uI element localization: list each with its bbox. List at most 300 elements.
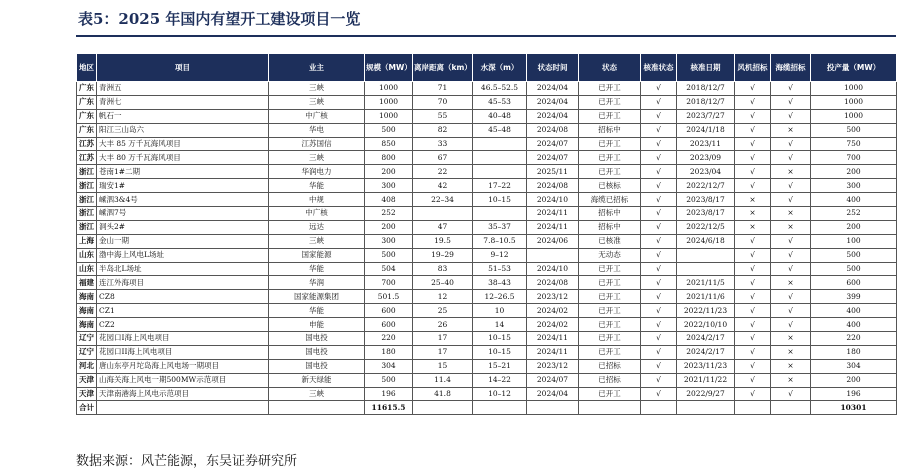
cell-project: CZ8 xyxy=(97,290,269,304)
cell-distance: 33 xyxy=(413,137,473,151)
table-row xyxy=(77,165,897,179)
total-scale: 11615.5 xyxy=(365,401,413,415)
cell-scale: 300 xyxy=(365,234,413,248)
cell-project: 山海关海上风电一期500MW示范项目 xyxy=(97,373,269,387)
cell-cable-tender: √ xyxy=(771,262,811,276)
cell-cable-tender: × xyxy=(771,332,811,346)
cell-distance: 15 xyxy=(413,359,473,373)
cell-approval-status: √ xyxy=(641,262,677,276)
cell-depth: 45–48 xyxy=(473,123,527,137)
cell-scale: 850 xyxy=(365,137,413,151)
cell-cable-tender: √ xyxy=(771,179,811,193)
cell-approval-status: √ xyxy=(641,137,677,151)
cell-project: 阳江三山岛六 xyxy=(97,123,269,137)
cell-status: 已开工 xyxy=(579,387,641,401)
cell-owner: 华电 xyxy=(269,123,365,137)
cell-approval-status: √ xyxy=(641,207,677,221)
cell-cable-tender: × xyxy=(771,276,811,290)
cell-output: 399 xyxy=(811,290,897,304)
cell-status-time: 2023/12 xyxy=(527,290,579,304)
table-row xyxy=(77,304,897,318)
cell-status: 已开工 xyxy=(579,290,641,304)
cell-turbine-tender: × xyxy=(735,207,771,221)
table-row xyxy=(77,387,897,401)
cell-project: 洞头2# xyxy=(97,220,269,234)
cell-cable-tender: × xyxy=(771,123,811,137)
cell-output: 750 xyxy=(811,137,897,151)
cell-depth: 10–15 xyxy=(473,193,527,207)
cell-output: 200 xyxy=(811,373,897,387)
cell-output: 500 xyxy=(811,248,897,262)
cell-region: 福建 xyxy=(77,276,97,290)
cell-status: 已开工 xyxy=(579,318,641,332)
cell-distance: 82 xyxy=(413,123,473,137)
cell-approval-status: √ xyxy=(641,290,677,304)
cell-approval-date: 2022/9/27 xyxy=(677,387,735,401)
cell-depth: 45–53 xyxy=(473,95,527,109)
cell-approval-status: √ xyxy=(641,109,677,123)
cell-region: 辽宁 xyxy=(77,345,97,359)
cell-approval-status: √ xyxy=(641,318,677,332)
table-row xyxy=(77,248,897,262)
cell-approval-date: 2021/11/6 xyxy=(677,290,735,304)
header-approval-status: 核准状态 xyxy=(641,54,677,82)
cell-approval-status: √ xyxy=(641,332,677,346)
cell-status-time: 2024/07 xyxy=(527,151,579,165)
table-row xyxy=(77,318,897,332)
cell-project: 嵊泗3&4号 xyxy=(97,193,269,207)
table-row xyxy=(77,345,897,359)
cell-distance: 26 xyxy=(413,318,473,332)
cell-approval-date: 2024/1/18 xyxy=(677,123,735,137)
cell-status: 已招标 xyxy=(579,373,641,387)
cell-depth: 12–26.5 xyxy=(473,290,527,304)
cell-region: 海南 xyxy=(77,318,97,332)
cell-status-time: 2024/11 xyxy=(527,332,579,346)
cell-scale: 1000 xyxy=(365,95,413,109)
cell-output: 304 xyxy=(811,359,897,373)
cell-region: 浙江 xyxy=(77,179,97,193)
cell-region: 浙江 xyxy=(77,220,97,234)
cell-project: 唐山东亭月坨岛海上风电场一期项目 xyxy=(97,359,269,373)
cell-turbine-tender: √ xyxy=(735,82,771,96)
cell-output: 180 xyxy=(811,345,897,359)
cell-project: 大丰 80 万千瓦海风项目 xyxy=(97,151,269,165)
header-row xyxy=(77,54,897,82)
cell-approval-status: √ xyxy=(641,82,677,96)
cell-cable-tender: × xyxy=(771,345,811,359)
cell-scale: 800 xyxy=(365,151,413,165)
cell-distance: 22–34 xyxy=(413,193,473,207)
cell-depth xyxy=(473,137,527,151)
header-depth: 水深（m） xyxy=(473,54,527,82)
cell-depth xyxy=(473,207,527,221)
cell-depth: 10–15 xyxy=(473,332,527,346)
cell-status: 已开工 xyxy=(579,345,641,359)
cell-region: 河北 xyxy=(77,359,97,373)
cell-owner: 三峡 xyxy=(269,234,365,248)
cell-scale: 504 xyxy=(365,262,413,276)
cell-approval-date: 2021/11/22 xyxy=(677,373,735,387)
cell-status: 已开工 xyxy=(579,262,641,276)
cell-cable-tender: √ xyxy=(771,137,811,151)
cell-cable-tender: √ xyxy=(771,304,811,318)
cell-project: 花园口II海上风电项目 xyxy=(97,345,269,359)
cell-output: 252 xyxy=(811,207,897,221)
cell-cable-tender: √ xyxy=(771,95,811,109)
cell-scale: 600 xyxy=(365,318,413,332)
cell-cable-tender: × xyxy=(771,359,811,373)
cell-scale: 200 xyxy=(365,165,413,179)
table-row xyxy=(77,95,897,109)
table-row xyxy=(77,359,897,373)
cell-status: 已开工 xyxy=(579,137,641,151)
cell-turbine-tender: √ xyxy=(735,290,771,304)
cell-depth: 14 xyxy=(473,318,527,332)
cell-owner: 华能 xyxy=(269,304,365,318)
cell-depth: 15–21 xyxy=(473,359,527,373)
cell-status: 已开工 xyxy=(579,109,641,123)
cell-cable-tender: √ xyxy=(771,387,811,401)
cell-scale: 300 xyxy=(365,179,413,193)
cell-depth: 40–48 xyxy=(473,109,527,123)
cell-depth: 10–15 xyxy=(473,345,527,359)
cell-turbine-tender: √ xyxy=(735,359,771,373)
table-row xyxy=(77,220,897,234)
cell-depth: 10 xyxy=(473,304,527,318)
cell-status-time: 2023/12 xyxy=(527,359,579,373)
cell-depth xyxy=(473,151,527,165)
cell-approval-date: 2023/04 xyxy=(677,165,735,179)
table-row xyxy=(77,207,897,221)
cell-output: 400 xyxy=(811,318,897,332)
cell-status-time: 2024/08 xyxy=(527,123,579,137)
table-row xyxy=(77,123,897,137)
cell-owner: 国电投 xyxy=(269,332,365,346)
cell-output: 196 xyxy=(811,387,897,401)
cell-status: 已开工 xyxy=(579,151,641,165)
cell-status: 已开工 xyxy=(579,332,641,346)
cell-distance: 25 xyxy=(413,304,473,318)
cell-turbine-tender: √ xyxy=(735,95,771,109)
cell-status-time: 2024/04 xyxy=(527,387,579,401)
cell-status: 海缆已招标 xyxy=(579,193,641,207)
cell-owner: 三峡 xyxy=(269,151,365,165)
cell-region: 浙江 xyxy=(77,193,97,207)
cell-distance: 25–40 xyxy=(413,276,473,290)
cell-output: 200 xyxy=(811,220,897,234)
cell-status: 已核准 xyxy=(579,234,641,248)
cell-project: 青洲七 xyxy=(97,95,269,109)
cell-turbine-tender: √ xyxy=(735,123,771,137)
cell-owner: 国家能源 xyxy=(269,248,365,262)
cell-depth: 51–53 xyxy=(473,262,527,276)
cell-region: 辽宁 xyxy=(77,332,97,346)
cell-project: 苍南1#二期 xyxy=(97,165,269,179)
cell-output: 700 xyxy=(811,151,897,165)
cell-cable-tender: √ xyxy=(771,151,811,165)
cell-turbine-tender: √ xyxy=(735,234,771,248)
cell-project: 瑞安1# xyxy=(97,179,269,193)
cell-depth: 9–12 xyxy=(473,248,527,262)
cell-turbine-tender: × xyxy=(735,193,771,207)
cell-approval-status: √ xyxy=(641,359,677,373)
cell-owner: 华润电力 xyxy=(269,165,365,179)
cell-cable-tender: √ xyxy=(771,109,811,123)
cell-status: 已开工 xyxy=(579,95,641,109)
table-row xyxy=(77,151,897,165)
cell-approval-date: 2022/11/23 xyxy=(677,304,735,318)
cell-output: 1000 xyxy=(811,82,897,96)
cell-depth: 14–22 xyxy=(473,373,527,387)
cell-region: 海南 xyxy=(77,290,97,304)
cell-cable-tender: √ xyxy=(771,193,811,207)
cell-cable-tender: × xyxy=(771,373,811,387)
cell-distance: 12 xyxy=(413,290,473,304)
cell-cable-tender: × xyxy=(771,165,811,179)
cell-cable-tender: √ xyxy=(771,248,811,262)
cell-depth xyxy=(473,165,527,179)
cell-distance: 41.8 xyxy=(413,387,473,401)
cell-region: 广东 xyxy=(77,109,97,123)
cell-output: 500 xyxy=(811,123,897,137)
cell-turbine-tender: √ xyxy=(735,332,771,346)
cell-approval-date xyxy=(677,248,735,262)
cell-approval-date: 2024/2/17 xyxy=(677,332,735,346)
table-row xyxy=(77,82,897,96)
cell-cable-tender: √ xyxy=(771,290,811,304)
table-row xyxy=(77,193,897,207)
cell-project: 青洲五 xyxy=(97,82,269,96)
header-owner: 业主 xyxy=(269,54,365,82)
cell-turbine-tender: √ xyxy=(735,165,771,179)
cell-scale: 600 xyxy=(365,304,413,318)
cell-output: 100 xyxy=(811,234,897,248)
cell-turbine-tender: √ xyxy=(735,304,771,318)
cell-status: 已开工 xyxy=(579,304,641,318)
cell-approval-date: 2023/11/23 xyxy=(677,359,735,373)
project-table xyxy=(76,53,897,415)
header-scale: 规模（MW） xyxy=(365,54,413,82)
cell-scale: 700 xyxy=(365,276,413,290)
cell-project: 连江外海项目 xyxy=(97,276,269,290)
cell-output: 400 xyxy=(811,304,897,318)
cell-scale: 304 xyxy=(365,359,413,373)
header-cable-tender: 海缆招标 xyxy=(771,54,811,82)
cell-approval-status: √ xyxy=(641,373,677,387)
cell-distance: 83 xyxy=(413,262,473,276)
cell-approval-status: √ xyxy=(641,345,677,359)
cell-depth: 10–12 xyxy=(473,387,527,401)
cell-region: 广东 xyxy=(77,123,97,137)
cell-output: 200 xyxy=(811,165,897,179)
cell-approval-status: √ xyxy=(641,304,677,318)
cell-owner: 三峡 xyxy=(269,387,365,401)
cell-scale: 1000 xyxy=(365,82,413,96)
cell-status-time: 2025/11 xyxy=(527,165,579,179)
cell-owner: 中广核 xyxy=(269,207,365,221)
cell-owner: 华能 xyxy=(269,179,365,193)
cell-approval-date: 2018/12/7 xyxy=(677,95,735,109)
cell-project: 金山一期 xyxy=(97,234,269,248)
total-row xyxy=(77,401,897,415)
cell-status-time: 2024/06 xyxy=(527,234,579,248)
cell-turbine-tender: √ xyxy=(735,262,771,276)
cell-scale: 501.5 xyxy=(365,290,413,304)
cell-region: 江苏 xyxy=(77,151,97,165)
cell-approval-date: 2022/12/7 xyxy=(677,179,735,193)
cell-output: 220 xyxy=(811,332,897,346)
cell-project: 半岛北L场址 xyxy=(97,262,269,276)
cell-region: 山东 xyxy=(77,248,97,262)
table-row xyxy=(77,234,897,248)
table-row xyxy=(77,290,897,304)
cell-cable-tender: √ xyxy=(771,234,811,248)
cell-output: 300 xyxy=(811,179,897,193)
table-row xyxy=(77,332,897,346)
cell-output: 600 xyxy=(811,276,897,290)
cell-distance: 19.5 xyxy=(413,234,473,248)
cell-turbine-tender: √ xyxy=(735,137,771,151)
cell-owner: 国电投 xyxy=(269,359,365,373)
cell-distance: 71 xyxy=(413,82,473,96)
cell-project: 花园口I海上风电项目 xyxy=(97,332,269,346)
cell-status-time: 2024/04 xyxy=(527,95,579,109)
cell-approval-date: 2018/12/7 xyxy=(677,82,735,96)
cell-approval-date xyxy=(677,262,735,276)
cell-distance: 47 xyxy=(413,220,473,234)
cell-output: 500 xyxy=(811,262,897,276)
cell-cable-tender: √ xyxy=(771,82,811,96)
cell-approval-status: √ xyxy=(641,151,677,165)
cell-owner: 申能 xyxy=(269,318,365,332)
cell-status-time: 2024/08 xyxy=(527,276,579,290)
cell-project: CZ2 xyxy=(97,318,269,332)
cell-turbine-tender: √ xyxy=(735,109,771,123)
table-row xyxy=(77,276,897,290)
cell-status: 招标中 xyxy=(579,207,641,221)
cell-depth: 7.8–10.5 xyxy=(473,234,527,248)
cell-approval-status: √ xyxy=(641,234,677,248)
cell-approval-date: 2022/12/5 xyxy=(677,220,735,234)
cell-owner: 三峡 xyxy=(269,95,365,109)
cell-distance: 11.4 xyxy=(413,373,473,387)
cell-region: 山东 xyxy=(77,262,97,276)
header-approval-date: 核准日期 xyxy=(677,54,735,82)
table-row xyxy=(77,373,897,387)
cell-scale: 500 xyxy=(365,373,413,387)
cell-approval-status: √ xyxy=(641,220,677,234)
cell-approval-status: √ xyxy=(641,165,677,179)
cell-project: 帆石一 xyxy=(97,109,269,123)
cell-cable-tender: × xyxy=(771,220,811,234)
cell-turbine-tender: × xyxy=(735,220,771,234)
cell-approval-status: √ xyxy=(641,179,677,193)
table-title: 表5：2025 年国内有望开工建设项目一览 xyxy=(78,10,361,28)
cell-status-time: 2024/04 xyxy=(527,109,579,123)
cell-turbine-tender: √ xyxy=(735,373,771,387)
cell-region: 天津 xyxy=(77,387,97,401)
cell-owner: 远达 xyxy=(269,220,365,234)
cell-status-time xyxy=(527,248,579,262)
header-status-time: 状态时间 xyxy=(527,54,579,82)
cell-region: 天津 xyxy=(77,373,97,387)
table-row xyxy=(77,262,897,276)
cell-approval-status: √ xyxy=(641,123,677,137)
cell-scale: 500 xyxy=(365,248,413,262)
cell-approval-date: 2024/6/18 xyxy=(677,234,735,248)
cell-status: 已开工 xyxy=(579,276,641,290)
cell-scale: 200 xyxy=(365,220,413,234)
header-turbine-tender: 风机招标 xyxy=(735,54,771,82)
cell-project: 渤中海上风电L场址 xyxy=(97,248,269,262)
cell-distance xyxy=(413,207,473,221)
cell-owner: 中广核 xyxy=(269,109,365,123)
total-label: 合计 xyxy=(77,401,97,415)
cell-scale: 1000 xyxy=(365,109,413,123)
header-status: 状态 xyxy=(579,54,641,82)
cell-output: 1000 xyxy=(811,95,897,109)
header-output: 投产量（MW） xyxy=(811,54,897,82)
cell-turbine-tender: √ xyxy=(735,387,771,401)
cell-scale: 180 xyxy=(365,345,413,359)
cell-region: 浙江 xyxy=(77,207,97,221)
title-divider xyxy=(76,35,896,37)
cell-project: CZ1 xyxy=(97,304,269,318)
cell-cable-tender: × xyxy=(771,207,811,221)
cell-owner: 三峡 xyxy=(269,82,365,96)
cell-region: 海南 xyxy=(77,304,97,318)
table-row xyxy=(77,137,897,151)
table-row xyxy=(77,179,897,193)
header-distance: 离岸距离（km） xyxy=(413,54,473,82)
cell-project: 嵊泗7号 xyxy=(97,207,269,221)
cell-region: 广东 xyxy=(77,95,97,109)
cell-approval-date: 2023/8/17 xyxy=(677,207,735,221)
cell-turbine-tender: √ xyxy=(735,318,771,332)
cell-approval-date: 2023/11 xyxy=(677,137,735,151)
cell-approval-date: 2023/7/27 xyxy=(677,109,735,123)
header-project: 项目 xyxy=(97,54,269,82)
cell-status-time: 2024/04 xyxy=(527,82,579,96)
cell-approval-date: 2021/11/5 xyxy=(677,276,735,290)
cell-status-time: 2024/02 xyxy=(527,304,579,318)
cell-distance: 22 xyxy=(413,165,473,179)
cell-status-time: 2024/11 xyxy=(527,207,579,221)
cell-approval-status: √ xyxy=(641,276,677,290)
cell-status-time: 2024/08 xyxy=(527,179,579,193)
cell-cable-tender: √ xyxy=(771,318,811,332)
cell-status-time: 2024/11 xyxy=(527,220,579,234)
cell-project: 天津南港海上风电示范项目 xyxy=(97,387,269,401)
cell-turbine-tender: √ xyxy=(735,345,771,359)
cell-status-time: 2024/11 xyxy=(527,345,579,359)
source-note: 数据来源：风芒能源，东吴证券研究所 xyxy=(76,454,298,469)
cell-project: 大丰 85 万千瓦海风项目 xyxy=(97,137,269,151)
cell-approval-date: 2023/8/17 xyxy=(677,193,735,207)
cell-depth: 38–43 xyxy=(473,276,527,290)
cell-approval-status: √ xyxy=(641,248,677,262)
cell-depth: 35–37 xyxy=(473,220,527,234)
cell-output: 400 xyxy=(811,193,897,207)
cell-distance: 67 xyxy=(413,151,473,165)
cell-status-time: 2024/10 xyxy=(527,193,579,207)
cell-region: 江苏 xyxy=(77,137,97,151)
cell-status-time: 2024/02 xyxy=(527,318,579,332)
cell-status: 招标中 xyxy=(579,220,641,234)
cell-status-time: 2024/10 xyxy=(527,262,579,276)
cell-status: 已开工 xyxy=(579,82,641,96)
